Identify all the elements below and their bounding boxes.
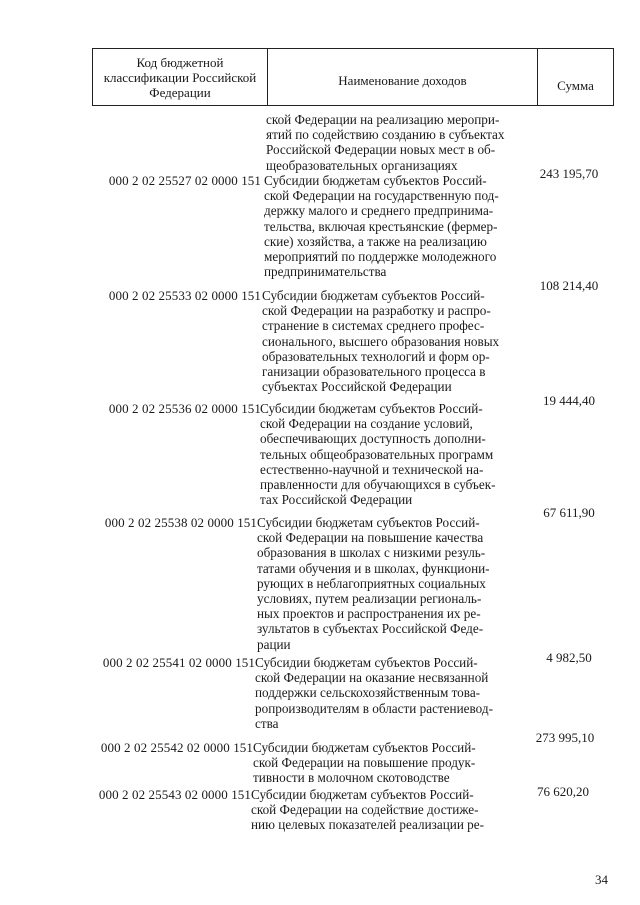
income-name: Субсидии бюджетам субъектов Россий- ской Федерации на государственную под- держку малого и среднего предпринима- тельства, включая крестьянские (фермер- ские) хозяйства, а также на реализацию мероприятий по поддержке молодежного предпринимательства [264, 173, 499, 280]
amount-value: 4 982,50 [546, 650, 592, 665]
income-name: Субсидии бюджетам субъектов Россий- ской Федерации на оказание несвязанной поддержки сельскохозяйственным това- ропроизводителям в области растениевод- ства [255, 655, 493, 731]
page-number: 34 [595, 872, 608, 887]
header-code-column: Код бюджетной классификации Российской Федерации [93, 49, 268, 105]
amount-value: 108 214,40 [539, 278, 599, 293]
budget-code: 000 2 02 25543 02 0000 151 [98, 787, 251, 802]
budget-code: 000 2 02 25541 02 0000 151 [102, 655, 255, 670]
amount-value: 19 444,40 [543, 393, 595, 408]
header-name-column: Наименование доходов [268, 49, 538, 105]
budget-code: 000 2 02 25527 02 0000 151 [108, 173, 261, 188]
income-name: Субсидии бюджетам субъектов Россий- ской Федерации на повышение продук- тивности в молочном скотоводстве [253, 740, 476, 786]
income-name: ской Федерации на реализацию меропри- ятий по содействию созданию в субъектах Российской Федерации новых мест в об- щеобразовательных организациях [266, 112, 505, 173]
amount-value: 67 611,90 [543, 505, 595, 520]
table-header [92, 48, 614, 106]
budget-code: 000 2 02 25533 02 0000 151 [108, 288, 261, 303]
income-name: Субсидии бюджетам субъектов Россий- ской Федерации на создание условий, обеспечивающих доступность дополни- тельных общеобразовательных программ естественно-научной и технической на- правленности для обучающихся в субъек- тах Российской Федерации [260, 401, 496, 508]
amount-value: 76 620,20 [537, 784, 589, 799]
budget-code: 000 2 02 25538 02 0000 151 [104, 515, 257, 530]
budget-code: 000 2 02 25542 02 0000 151 [100, 740, 253, 755]
income-name: Субсидии бюджетам субъектов Россий- ской Федерации на повышение качества образования в школах с низкими резуль- татами обучения и в школах, функциони- рующих в неблагоприятных социальных условиях, путем реализации региональ- ных проектов и распространения их ре- зультатов в субъектах Российской Феде- рации [257, 515, 490, 652]
header-sum-column: Сумма [557, 77, 594, 93]
income-name: Субсидии бюджетам субъектов Россий- ской Федерации на содействие достиже- нию целевых показателей реализации ре- [251, 787, 485, 833]
amount-value: 273 995,10 [535, 730, 595, 745]
budget-code: 000 2 02 25536 02 0000 151 [108, 401, 261, 416]
amount-value: 243 195,70 [539, 166, 599, 181]
income-name: Субсидии бюджетам субъектов Россий- ской Федерации на разработку и распро- странение в системах среднего профес- сионального, высшего образования новых образовательных технологий и форм ор- ганизации образовательного процесса в субъектах Российской Федерации [262, 288, 500, 395]
